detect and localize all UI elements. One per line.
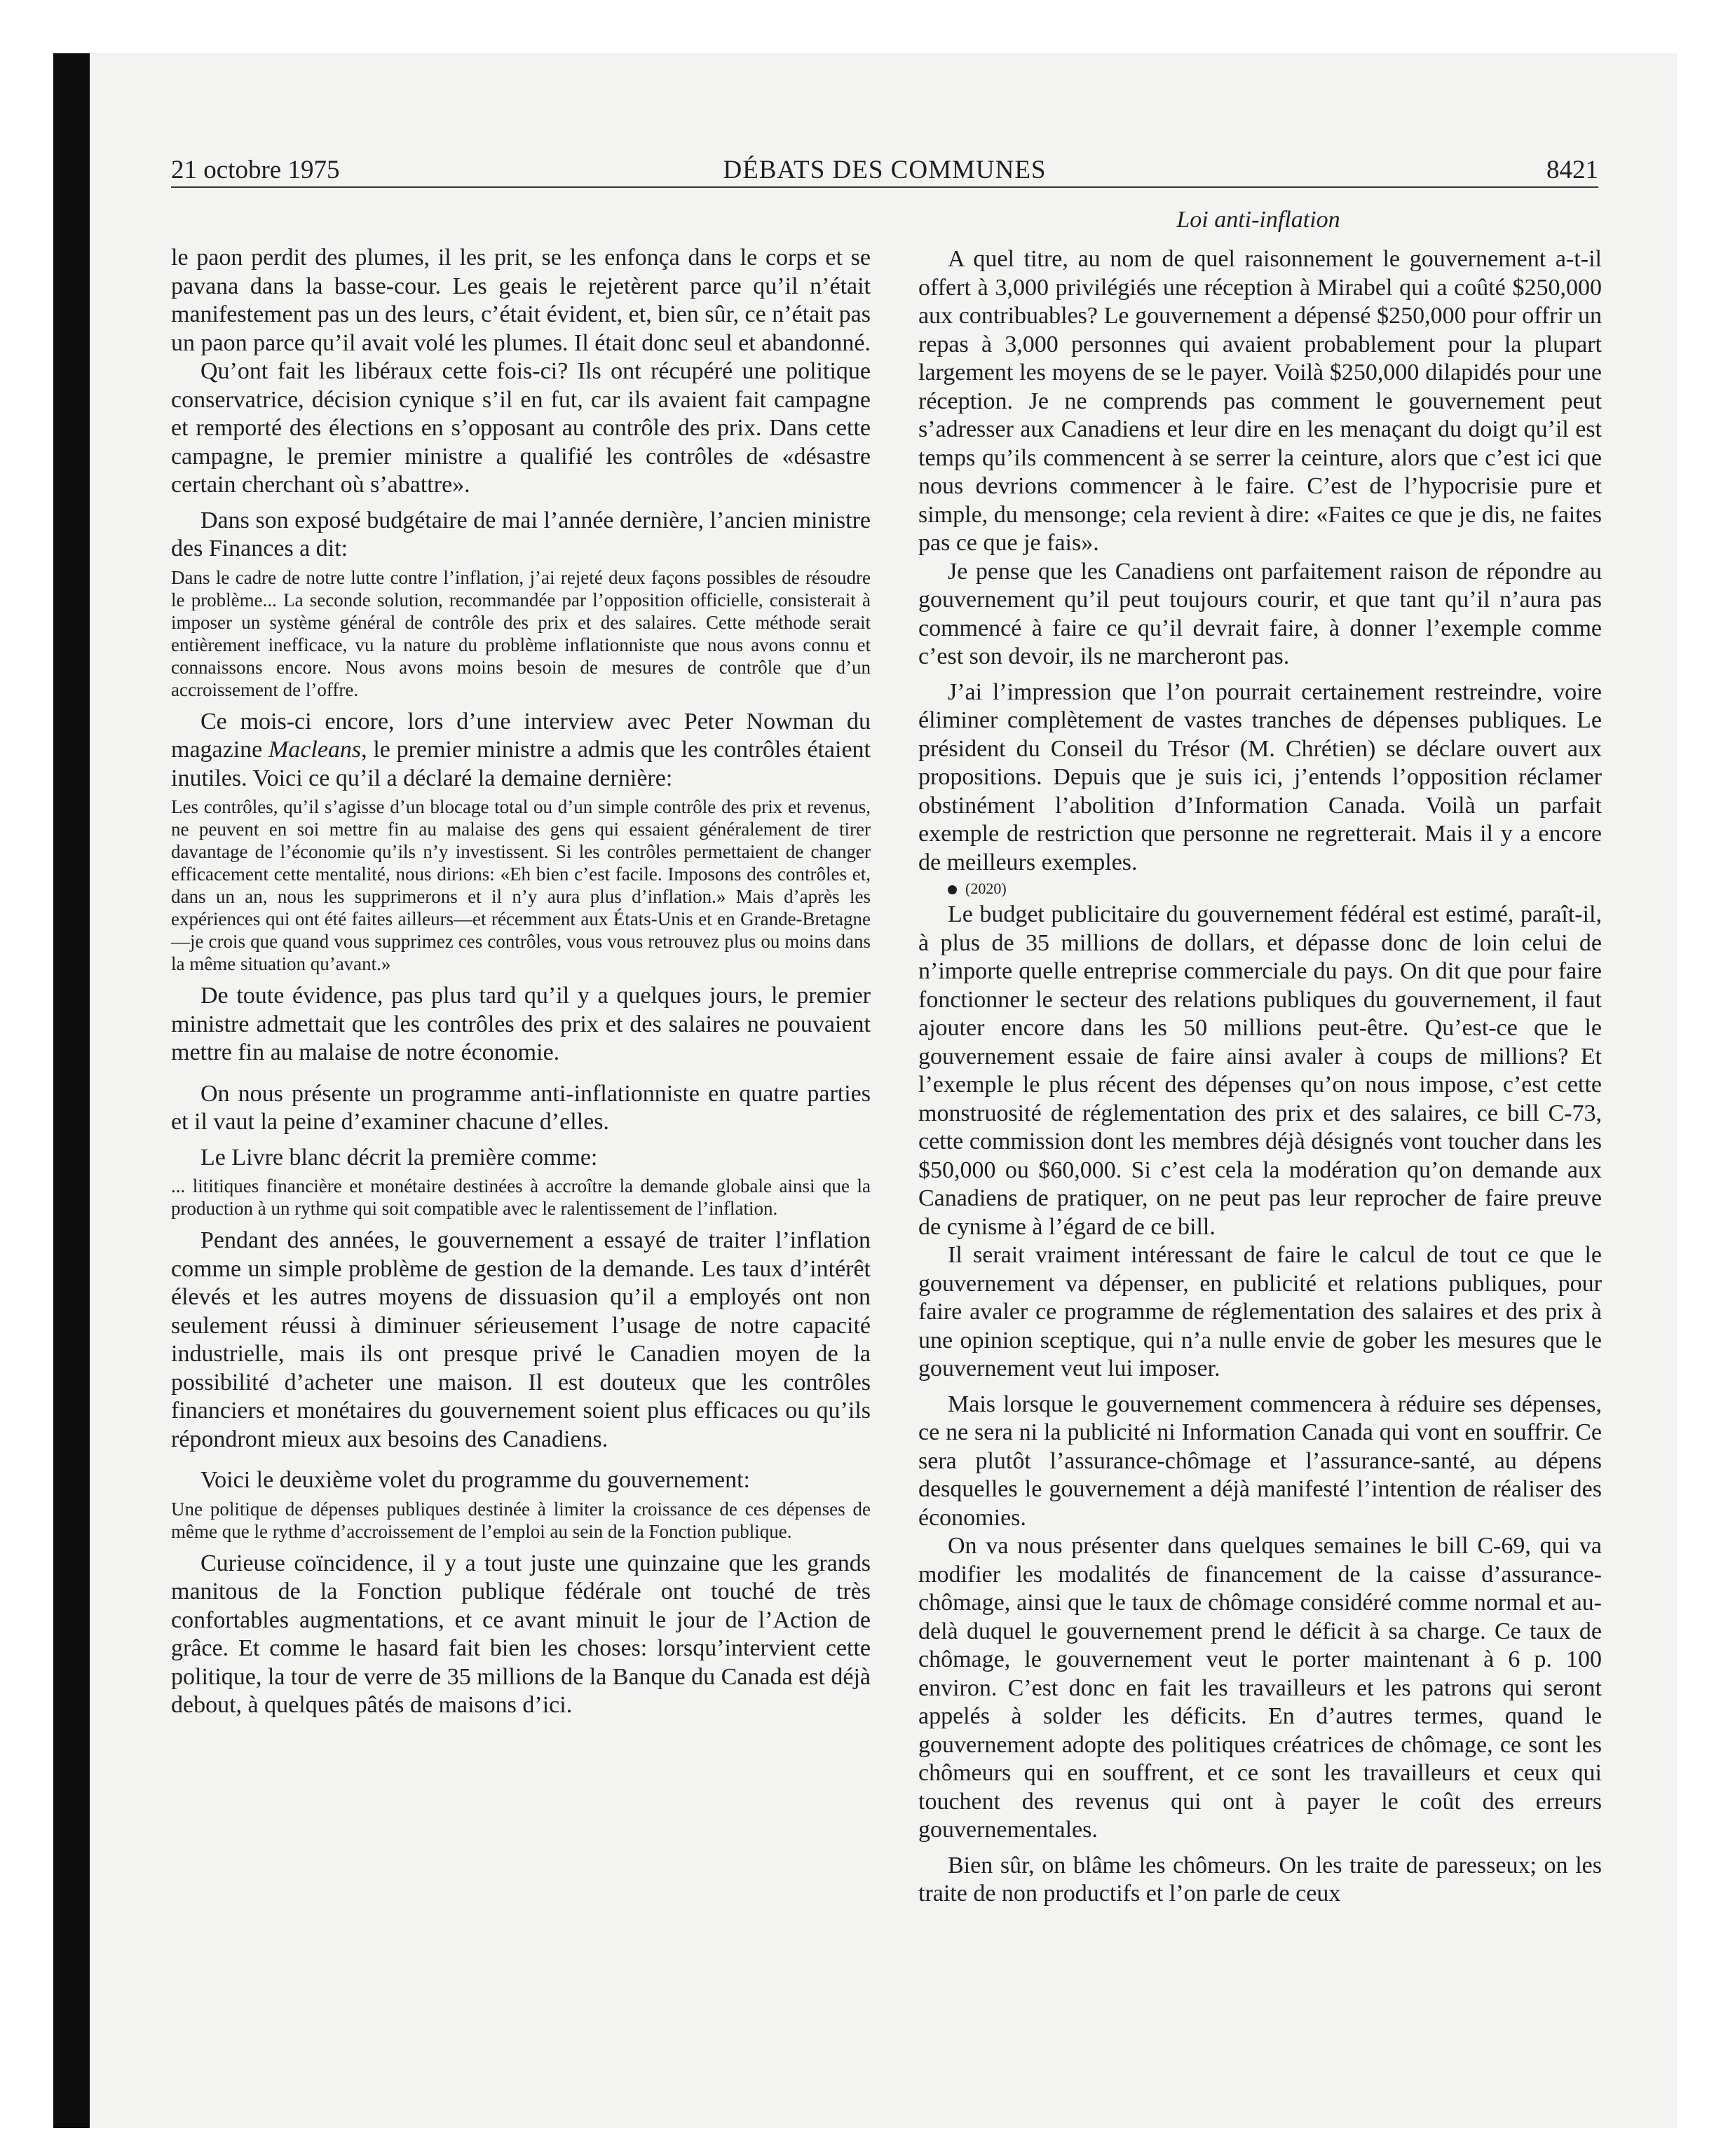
paragraph: le paon perdit des plumes, il les prit, se les enfonça dans le corps et se pavana dans la basse-cour. Les geais le rejetèrent parce qu’il n’était manifestement pas un des leurs, c’était évident, et, bien sûr, ce n’était pas un paon parce qu’il avait volé les plumes. Il était donc seul et abandonné. [171,245,871,356]
paragraph [171,708,871,793]
bullet-icon [948,885,957,894]
paragraph: Il serait vraiment intéressant de faire le calcul de tout ce que le gouvernement va dépenser, en publicité et relations publiques, pour faire avaler ce programme de réglementation des salaires et des prix à une opinion sceptique, qui n’a nulle envie de gober les mesures que le gouvernement veut lui imposer. [918,1242,1602,1381]
paragraph: Mais lorsque le gouvernement commencera à réduire ses dépenses, ce ne sera ni la publicité ni Information Canada qui vont en souffrir. Ce sera plutôt l’assurance-chômage et l’assurance-santé, au dépens desquelles le gouvernement a déjà manifesté l’intention de réaliser des économies. [918,1391,1602,1531]
paragraph: Curieuse coïncidence, il y a tout juste une quinzaine que les grands manitous de la Fonction publique fédérale ont touché de très confortables augmentations, et ce avant minuit le jour de l’Action de grâce. Et comme le hasard fait bien les choses: lorsqu’intervient cette politique, la tour de verre de 35 millions de la Banque du Canada est déjà debout, à quelques pâtés de maisons d’ici. [171,1550,871,1718]
paragraph: Qu’ont fait les libéraux cette fois-ci? Ils ont récupéré une politique conservatrice, décision cynique s’il en fut, car ils avaient fait campagne et remporté des élections en s’opposant au contrôle des prix. Dans cette campagne, le premier ministre a qualifié les contrôles de «désastre certain cherchant où s’abattre». [171,358,871,498]
page-number: 8421 [1546,156,1598,184]
paragraph: A quel titre, au nom de quel raisonnement le gouvernement a-t-il offert à 3,000 privilégiés une réception à Mirabel qui a coûté $250,000 aux contribuables? Le gouvernement a dépensé $250,000 pour offrir un repas à 3,000 personnes qui avaient probablement pour la plupart largement les moyens de se le payer. Voilà $250,000 dilapidés pour une réception. Je ne comprends pas comment le gouvernement peut s’adresser aux Canadiens et leur dire en les menaçant du doigt qu’il est temps qu’ils commencent à se serrer la ceinture, alors que c’est ici que nous devrions commencer à le faire. C’est de l’hypocrisie pure et simple, du mensonge; cela revient à dire: «Faites ce que je dis, ne faites pas ce que je fais». [918,246,1602,556]
paragraph: On nous présente un programme anti-inflationniste en quatre parties et il vaut la peine d’examiner chacune d’elles. [171,1080,871,1135]
block-quote: Une politique de dépenses publiques destinée à limiter la croissance de ces dépenses de même que le rythme d’accroissement de l’emploi au sein de la Fonction publique. [171,1498,871,1542]
left-column [171,244,871,1720]
paragraph: Voici le deuxième volet du programme du gouvernement: [200,1467,750,1493]
paragraph: Pendant des années, le gouvernement a essayé de traiter l’inflation comme un simple problème de gestion de la demande. Les taux d’intérêt élevés et les autres moyens de dissuasion qu’il a employés ont non seulement réussi à diminuer sérieusement l’usage de notre capacité industrielle, mais ils ont presque privé le Canadien moyen de la possibilité d’acheter une maison. Il est douteux que les contrôles financiers et monétaires du gouvernement soient plus efficaces ou qu’ils répondront mieux aux besoins des Canadiens. [171,1227,871,1452]
block-quote: Dans le cadre de notre lutte contre l’inflation, j’ai rejeté deux façons possibles de résoudre le problème... La seconde solution, recommandée par l’opposition officielle, consisterait à imposer un système général de contrôle des prix et des salaires. Cette méthode serait entièrement inefficace, vu la nature du problème inflationniste que nous avons connu et connaissons encore. Nous avons moins besoin de mesures de contrôle que d’un accroissement de l’offre. [171,566,871,700]
running-header [171,154,1598,188]
block-quote: ... lititiques financière et monétaire destinées à accroître la demande globale ainsi que la production à un rythme qui soit compatible avec le ralentissement de l’inflation. [171,1175,871,1219]
header-publication: DÉBATS DES COMMUNES [723,156,1047,184]
paragraph-text: , le premier ministre a admis que les contrôles étaient inutiles. Voici ce qu’il a déclaré la demaine dernière: [171,737,871,791]
paragraph: J’ai l’impression que l’on pourrait certainement restreindre, voire éliminer complètement de vastes tranches de dépenses publiques. Le président du Conseil du Trésor (M. Chrétien) se déclare ouvert aux propositions. Depuis que je suis ici, j’entends l’opposition réclamer obstinément l’abolition d’Information Canada. Voilà un parfait exemple de restriction que personne ne regretterait. Mais il y a encore de meilleurs exemples. [918,678,1602,875]
paragraph: Le budget publicitaire du gouvernement fédéral est estimé, paraît-il, à plus de 35 millions de dollars, et dépasse donc de loin celui de n’importe quelle entreprise commerciale du pays. On dit que pour faire fonctionner le secteur des relations publiques du gouvernement, il faut ajouter encore dans les 50 millions peut-être. Qu’est-ce que le gouvernement essaie de faire ainsi avaler à coups de millions? Et l’exemple le plus récent des dépenses qu’on nous impose, c’est cette monstruosité de réglementation des prix et des salaires, ce bill C-73, cette commission dont les membres déjà désignés vont toucher dans les $50,000 ou $60,000. Si c’est cela la modération qu’on demande aux Canadiens de pratiquer, on ne peut pas leur reprocher de faire preuve de cynisme à l’égard de ce bill. [918,901,1602,1240]
paragraph: Bien sûr, on blâme les chômeurs. On les traite de paresseux; on les traite de non productifs et l’on parle de ceux [918,1852,1602,1906]
magazine-name: Macleans [268,737,362,763]
right-column [918,245,1602,1909]
binding-edge [53,53,90,2128]
paragraph: Le Livre blanc décrit la première comme: [200,1144,598,1171]
block-quote: Les contrôles, qu’il s’agisse d’un blocage total ou d’un simple contrôle des prix et revenus, ne peuvent en soi mettre fin au malaise des gens qui essaient généralement de tirer davantage de l’économie qu’ils n’y investissent. Si les contrôles permettaient de changer efficacement cette mentalité, nous dirions: «Eh bien c’est facile. Imposons des contrôles et, dans un an, nous les supprimerons et il n’y aura plus d’inflation.» Mais d’après les expériences qui ont été faites ailleurs—et récemment aux États-Unis et en Grande-Bretagne—je crois que quand vous supprimez ces contrôles, vous vous retrouvez plus ou moins dans la même situation qu’avant.» [171,796,871,974]
paragraph: Dans son exposé budgétaire de mai l’année dernière, l’ancien ministre des Finances a dit: [171,507,871,561]
paragraph: De toute évidence, pas plus tard qu’il y a quelques jours, le premier ministre admettait que les contrôles des prix et des salaires ne pouvaient mettre fin au malaise de notre économie. [171,983,871,1065]
paragraph-text: Ce mois-ci encore, lors d’une interview avec Peter Nowman du magazine [171,708,871,763]
header-date: 21 octobre 1975 [171,156,340,184]
paragraph: On va nous présenter dans quelques semaines le bill C-69, qui va modifier les modalités de financement de la caisse d’assurance-chômage, ainsi que le taux de chômage considéré comme normal et au-delà duquel le gouvernement prend le déficit à sa charge. Ce taux de chômage, le gouvernement veut le porter maintenant à 6 p. 100 environ. C’est donc en fait les travailleurs et les patrons qui seront appelés à solder les déficits. En d’autres termes, quand le gouvernement adopte des politiques créatrices de chômage, ce sont les chômeurs qui en souffrent, et ce sont les travailleurs et ceux qui touchent des revenus qui ont à payer le coût des erreurs gouvernementales. [918,1533,1602,1843]
time-marker [918,877,1602,901]
paragraph: Je pense que les Canadiens ont parfaitement raison de répondre au gouvernement qu’il peut toujours courir, et que tant qu’il n’aura pas commencé à faire ce qu’il devrait faire, à donner l’exemple comme c’est son devoir, ils ne marcheront pas. [918,558,1602,669]
time-marker-text: (2020) [965,880,1007,897]
section-title: Loi anti-inflation [1176,207,1340,233]
